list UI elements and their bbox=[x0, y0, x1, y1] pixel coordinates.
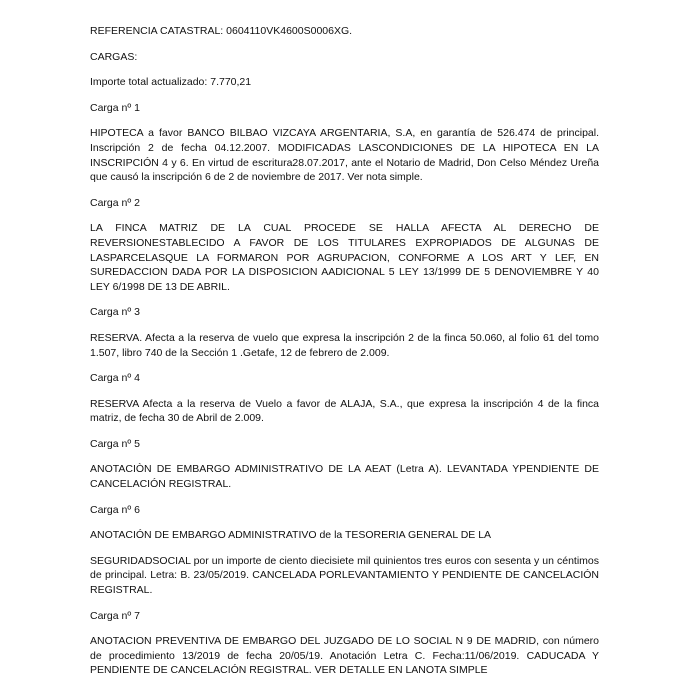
carga-text-3: RESERVA. Afecta a la reserva de vuelo que expresa la inscripción 2 de la finca 50.060, al folio 61 del tomo 1.507, libro 740 de la Sección 1 .Getafe, 12 de febrero de 2.009. bbox=[90, 331, 599, 359]
carga-text-4: RESERVA Afecta a la reserva de Vuelo a favor de ALAJA, S.A., que expresa la inscripción 4 de la finca matriz, de fecha 30 de Abril de 2.009. bbox=[90, 397, 599, 425]
carga-text-7: ANOTACION PREVENTIVA DE EMBARGO DEL JUZGADO DE LO SOCIAL N 9 DE MADRID, con número de procedimiento 13/2019 de fecha 20/05/19. Anotación Letra C. Fecha:11/06/2019. CADUCADA Y PENDIENTE DE CANCELACIÓN REGISTRAL. VER DETALLE EN LANOTA SIMPLE bbox=[90, 635, 599, 677]
carga-label-4: Carga nº 4 bbox=[90, 372, 140, 385]
referencia-catastral: REFERENCIA CATASTRAL: 0604110VK4600S0006XG. bbox=[90, 25, 353, 37]
cargas-heading: CARGAS: bbox=[90, 50, 138, 63]
carga-label-2: Carga nº 2 bbox=[90, 196, 140, 209]
carga-label-3: Carga nº 3 bbox=[90, 306, 140, 319]
carga-label-5: Carga nº 5 bbox=[90, 437, 140, 450]
carga-label-1: Carga nº 1 bbox=[90, 101, 140, 114]
document-page bbox=[90, 24, 599, 689]
importe-total: Importe total actualizado: 7.770,21 bbox=[90, 76, 252, 89]
carga-text-5: ANOTACIÒN DE EMBARGO ADMINISTRATIVO DE LA AEAT (Letra A). LEVANTADA YPENDIENTE DE CANCELACIÓN REGISTRAL. bbox=[90, 463, 599, 491]
carga-text-1: HIPOTECA a favor BANCO BILBAO VIZCAYA ARGENTARIA, S.A, en garantía de 526.474 de principal. Inscripción 2 de fecha 04.12.2007. MODIFICADAS LASCONDICIONES DE LA HIPOTECA EN LA INSCRIPCIÓN 4 y 6. En virtud de escritura28.07.2017, ante el Notario de Madrid, Don Celso Méndez Ureña que causó la inscripción 6 de 2 de noviembre de 2017. Ver nota simple. bbox=[90, 127, 599, 184]
carga-label-6: Carga nº 6 bbox=[90, 503, 140, 516]
carga-text-2: LA FINCA MATRIZ DE LA CUAL PROCEDE SE HALLA AFECTA AL DERECHO DE REVERSIONESTABLECIDO A FAVOR DE LOS TITULARES EXPROPIADOS DE ALGUNAS DE LASPARCELASQUE LA FORMARON POR AGRUPACION, CONFORME A LOS ART Y LEF, EN SUREDACCION DADA POR LA DISPOSICION AADICIONAL 5 LEY 13/1999 DE 5 DENOVIEMBRE Y 40 LEY 6/1998 DE 13 DE ABRIL. bbox=[90, 222, 599, 293]
carga-text-6a: ANOTACIÓN DE EMBARGO ADMINISTRATIVO de la TESORERIA GENERAL DE LA bbox=[90, 529, 492, 542]
carga-label-7: Carga nº 7 bbox=[90, 609, 140, 622]
carga-text-6b: SEGURIDADSOCIAL por un importe de ciento diecisiete mil quinientos tres euros con sesenta y un céntimos de principal. Letra: B. 23/05/2019. CANCELADA PORLEVANTAMIENTO Y PENDIENTE DE CANCELACIÓN REGISTRAL. bbox=[90, 554, 599, 597]
